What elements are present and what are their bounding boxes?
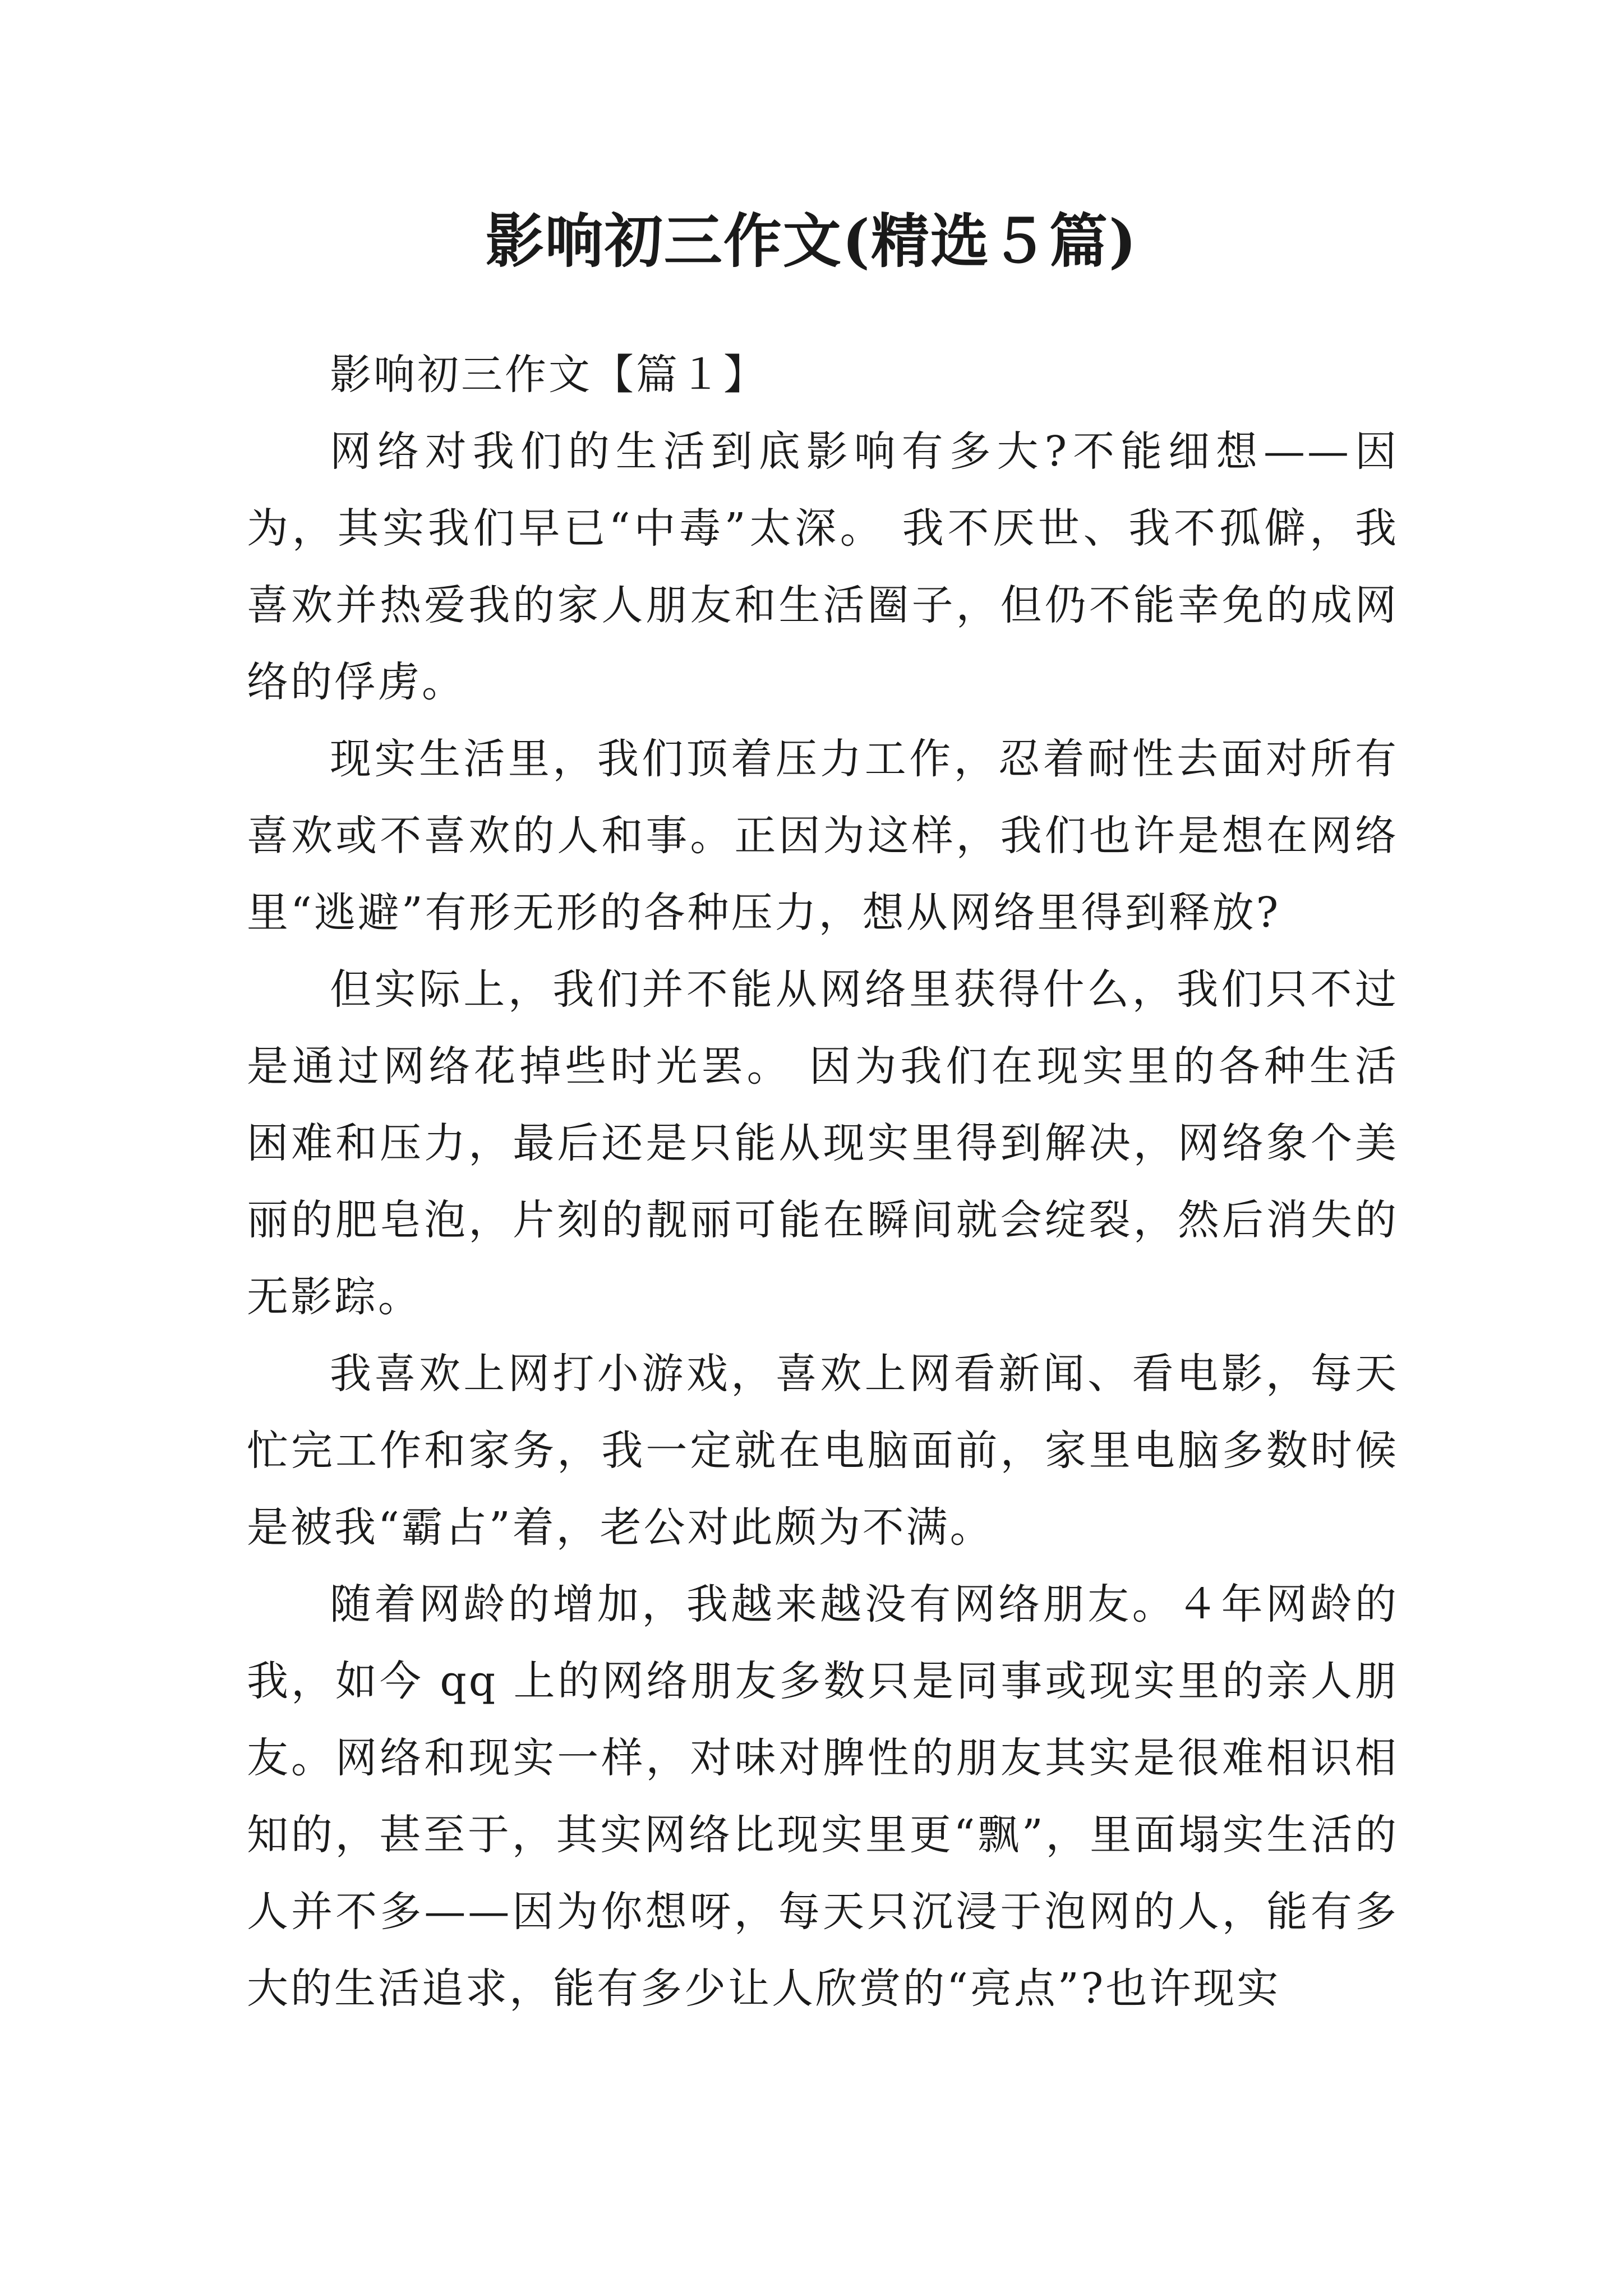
paragraph: 网络对我们的生活到底影响有多大?不能细想——因为，其实我们早已“中毒”太深。 我不厌世、我不孤僻，我喜欢并热爱我的家人朋友和生活圈子，但仍不能幸免的成网络的俘虏。 xyxy=(247,427,1399,706)
paragraph: 我喜欢上网打小游戏，喜欢上网看新闻、看电影，每天忙完工作和家务，我一定就在电脑面前，家里电脑多数时候是被我“霸占”着，老公对此颇为不满。 xyxy=(247,1350,1399,1552)
document-title: 影响初三作文(精选５篇) xyxy=(485,206,1138,275)
document-body xyxy=(247,337,1399,2027)
paragraph: 但实际上，我们并不能从网络里获得什么，我们只不过是通过网络花掉些时光罢。 因为我们在现实里的各种生活困难和压力，最后还是只能从现实里得到解决，网络象个美丽的肥皂泡，片刻的靓丽可能在瞬间就会绽裂，然后消失的无影踪。 xyxy=(247,965,1399,1321)
section-heading: 影响初三作文【篇１】 xyxy=(330,351,767,399)
paragraph: 随着网龄的增加，我越来越没有网络朋友。４年网龄的我，如今 qq 上的网络朋友多数只是同事或现实里的亲人朋友。网络和现实一样，对味对脾性的朋友其实是很难相识相知的，甚至于，其实网络比现实里更“飘”，里面塌实生活的人并不多——因为你想呀，每天只沉浸于泡网的人，能有多大的生活追求，能有多少让人欣赏的“亮点”?也许现实 xyxy=(247,1580,1399,2013)
paragraph: 现实生活里，我们顶着压力工作，忍着耐性去面对所有喜欢或不喜欢的人和事。正因为这样，我们也许是想在网络里“逃避”有形无形的各种压力，想从网络里得到释放? xyxy=(247,735,1399,937)
